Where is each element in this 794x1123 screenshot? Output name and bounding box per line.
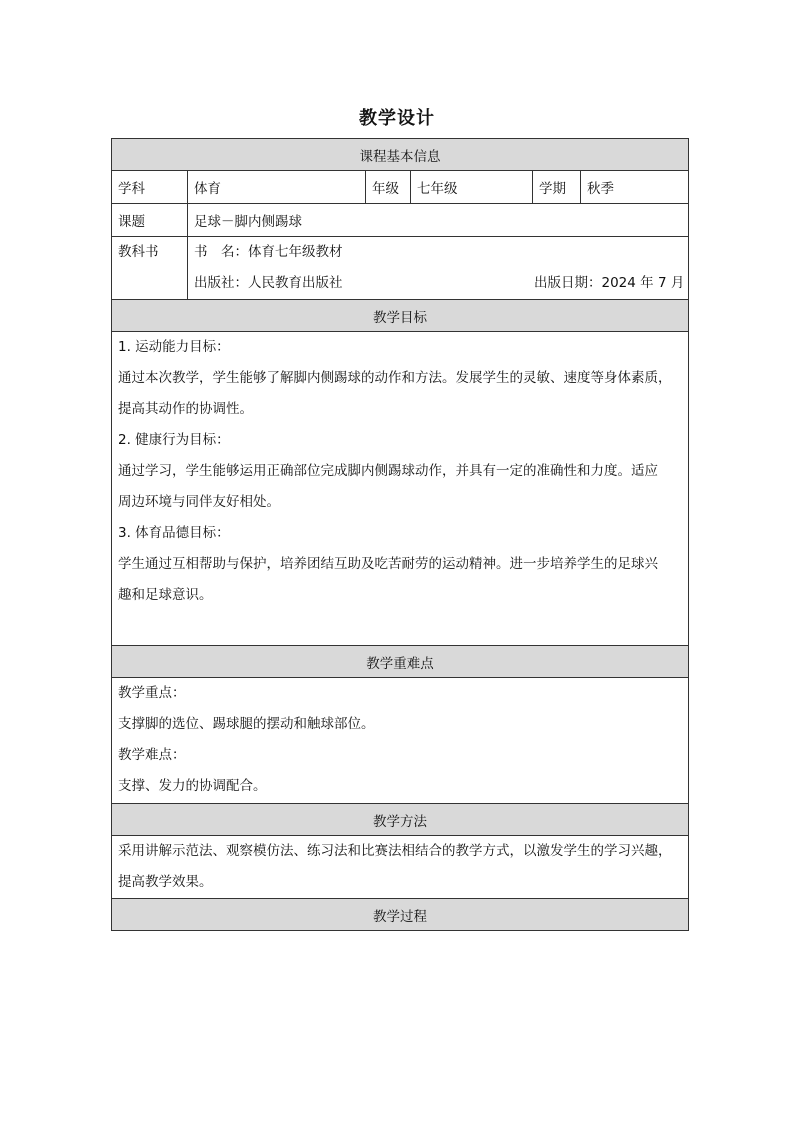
- key-point-line: 支撑、发力的协调配合。: [118, 778, 267, 794]
- section-header-process: 教学过程: [112, 899, 689, 931]
- key-point-line: 支撑脚的选位、踢球腿的摆动和触球部位。: [118, 716, 375, 732]
- key-points-content: [112, 678, 689, 804]
- publisher-value: 人民教育出版社: [248, 275, 343, 291]
- page-title: 教学设计: [359, 108, 435, 129]
- objective-line: 通过学习，学生能够运用正确部位完成脚内侧踢球动作，并具有一定的准确性和力度。适应: [118, 463, 658, 479]
- subject-label: 学科: [112, 171, 188, 204]
- objective-line: 3. 体育品德目标：: [118, 525, 230, 541]
- textbook-label: 教科书: [118, 244, 159, 260]
- key-point-line: 教学难点：: [118, 747, 186, 763]
- publisher-label: 出版社：: [194, 275, 248, 291]
- grade-value: 七年级: [411, 171, 533, 204]
- book-name-line: [194, 237, 688, 268]
- section-header-key-points: 教学重难点: [112, 646, 689, 678]
- objective-line: 学生通过互相帮助与保护，培养团结互助及吃苦耐劳的运动精神。进一步培养学生的足球兴: [118, 556, 658, 572]
- grade-label: 年级: [366, 171, 411, 204]
- pub-date-label: 出版日期：: [534, 275, 602, 291]
- pub-date-value: 2024 年 7 月: [601, 275, 685, 291]
- objective-line: 通过本次教学，学生能够了解脚内侧踢球的动作和方法。发展学生的灵敏、速度等身体素质，: [118, 370, 672, 386]
- objective-line: 2. 健康行为目标：: [118, 432, 230, 448]
- topic-label: 课题: [112, 204, 188, 237]
- objective-line: 提高其动作的协调性。: [118, 401, 253, 417]
- objective-line: 趣和足球意识。: [118, 587, 213, 603]
- textbook-label-cell: [112, 237, 188, 300]
- method-line: 提高教学效果。: [118, 874, 213, 890]
- pub-date: [534, 268, 684, 299]
- method-line: 采用讲解示范法、观察模仿法、练习法和比赛法相结合的教学方式，以激发学生的学习兴趣，: [118, 843, 672, 859]
- section-header-methods: 教学方法: [112, 804, 689, 836]
- textbook-info-cell: [188, 237, 689, 300]
- objective-line: 1. 运动能力目标：: [118, 339, 230, 355]
- key-point-line: 教学重点：: [118, 685, 186, 701]
- term-value: 秋季: [581, 171, 689, 204]
- section-header-objectives: 教学目标: [112, 300, 689, 332]
- objective-line: 周边环境与同伴友好相处。: [118, 494, 280, 510]
- section-header-basic-info: 课程基本信息: [112, 139, 689, 171]
- book-name-value: 体育七年级教材: [248, 244, 343, 260]
- term-label: 学期: [533, 171, 581, 204]
- lesson-plan-table: [111, 138, 689, 931]
- topic-value: 足球－脚内侧踢球: [188, 204, 689, 237]
- methods-content: [112, 836, 689, 899]
- objectives-content: [112, 332, 689, 646]
- publisher-line: [194, 268, 688, 299]
- book-name-label: 书 名：: [194, 244, 248, 260]
- subject-value: 体育: [188, 171, 366, 204]
